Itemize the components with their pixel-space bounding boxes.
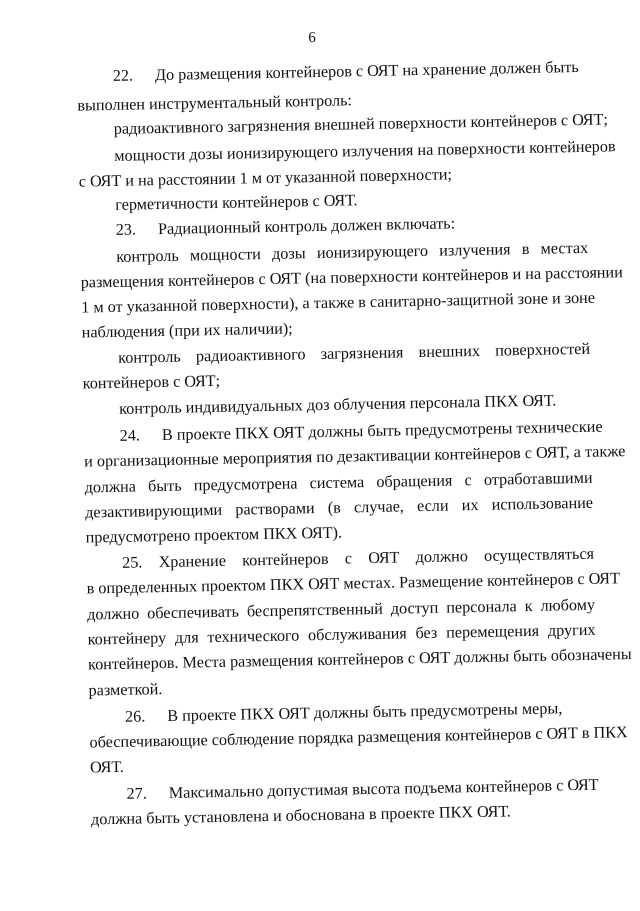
word: радиоактивного: [195, 345, 306, 366]
section-25-line-3: [87, 595, 595, 625]
word: использование: [491, 493, 594, 514]
section-26-line-2: обеспечивающие соблюдение порядка размещения контейнеров с ОЯТ в ПКХ: [89, 723, 628, 752]
section-23-item-2-line-2: контейнеров с ОЯТ;: [82, 371, 221, 393]
word: обеспечивать: [147, 602, 240, 623]
word: доступ: [390, 598, 439, 618]
word: мощности: [189, 245, 262, 265]
word: излучения: [439, 240, 511, 260]
word: ионизирующего: [316, 241, 429, 263]
word: предусмотрена: [193, 474, 298, 495]
word: система: [309, 473, 365, 493]
section-23-item-1-line-1: [116, 238, 588, 267]
section-25-line-6: разметкой.: [88, 680, 163, 700]
section-24-number: 24.: [119, 426, 141, 445]
word: персонала: [446, 597, 517, 617]
section-22-item-3: герметичности контейнеров с ОЯТ.: [115, 191, 358, 214]
word: должно: [415, 547, 469, 567]
section-22-line-1: [113, 57, 585, 86]
word: осуществляться: [483, 544, 595, 565]
section-22-number: 22.: [112, 66, 134, 85]
section-24-line-1: [119, 417, 603, 446]
section-25-number: 25.: [121, 553, 143, 572]
section-23-item-1-line-3: 1 м от указанной поверхности), а также в санитарно-защитной зоне и зоне: [81, 288, 596, 317]
word: контроль: [116, 246, 179, 266]
section-22-item-2-line-1: мощности дозы ионизирующего излучения на поверхности контейнеров: [114, 137, 616, 165]
word: дезактивирующими: [84, 500, 223, 522]
section-27-number: 27.: [126, 784, 147, 803]
word: для: [174, 628, 199, 647]
section-23-item-1-line-4: наблюдения (при их наличии);: [81, 319, 293, 342]
word: загрязнения: [320, 343, 404, 363]
word: ОЯТ: [368, 548, 400, 568]
section-22-text: До размещения контейнеров с ОЯТ на хранение должен быть: [154, 57, 579, 85]
section-24-line-3: [84, 468, 592, 498]
section-22-line-2: выполнен инструментальный контроль:: [77, 91, 353, 115]
word: местах: [540, 238, 589, 258]
word: внешних: [418, 341, 481, 362]
word: Хранение: [158, 551, 227, 572]
word: без: [415, 623, 438, 643]
section-22-item-2-line-2: с ОЯТ и на расстоянии 1 м от указанной поверхности;: [78, 165, 453, 191]
word: обращения: [376, 471, 453, 491]
section-26-line-1: [125, 698, 597, 727]
section-26-line-3: ОЯТ.: [89, 757, 124, 777]
word: растворами: [235, 499, 315, 519]
section-25-line-4: [87, 620, 595, 650]
word: контейнеров: [241, 549, 329, 570]
word: (в: [327, 498, 342, 517]
section-24-text: В проекте ПКХ ОЯТ должны быть предусмотрены технические: [161, 417, 603, 445]
word: случае,: [353, 497, 405, 517]
word: дозы: [271, 244, 306, 263]
section-25-line-5: контейнеров. Места размещения контейнеров с ОЯТ должны быть обозначены: [87, 645, 632, 674]
word: с: [464, 471, 472, 490]
section-24-line-2: и организационные мероприятия по дезактивации контейнеров с ОЯТ, а также: [84, 442, 626, 471]
section-26-number: 26.: [124, 707, 146, 726]
word: обслуживания: [307, 624, 407, 645]
word: перемещения: [445, 621, 540, 642]
word: отработавшими: [483, 468, 593, 489]
section-24-line-4: [85, 493, 593, 523]
word: технического: [207, 626, 300, 647]
word: с: [344, 549, 353, 568]
word: контроль: [118, 347, 181, 367]
word: их: [461, 495, 479, 515]
word: к: [524, 596, 533, 616]
section-25-line-2: в определенных проектом ПКХ ОЯТ местах. Размещение контейнеров с ОЯТ: [86, 569, 621, 598]
word: поверхностей: [494, 339, 591, 360]
word: должна: [84, 477, 137, 497]
section-23-item-3: контроль индивидуальных доз облучения персонала ПКХ ОЯТ.: [119, 391, 557, 418]
section-24-line-5: предусмотрено проектом ПКХ ОЯТ).: [85, 523, 343, 547]
section-25-line-1: [122, 544, 594, 573]
section-23-number: 23.: [115, 220, 137, 239]
section-23-item-2-line-1: [118, 339, 590, 368]
section-27-line-2: должна быть установлена и обоснована в проекте ПКХ ОЯТ.: [90, 802, 511, 829]
section-23-item-1-line-2: размещения контейнеров с ОЯТ (на поверхности контейнеров и на расстоянии: [80, 263, 623, 292]
section-27-line-1: [126, 775, 598, 804]
word: контейнеру: [87, 628, 167, 649]
section-23-line-1: [116, 213, 456, 240]
word: в: [521, 239, 530, 259]
section-26-text: В проекте ПКХ ОЯТ должны быть предусмотрены меры,: [167, 699, 563, 725]
word: быть: [147, 476, 182, 496]
word: должно: [86, 604, 140, 624]
word: если: [416, 496, 449, 516]
word: других: [547, 620, 596, 640]
word: беспрепятственный: [246, 599, 384, 621]
section-27-text: Максимально допустимая высота подъема контейнеров с ОЯТ: [168, 775, 599, 802]
section-23-text: Радиационный контроль должен включать:: [157, 214, 456, 239]
word: любому: [540, 595, 596, 615]
section-22-item-1: радиоактивного загрязнения внешней поверхности контейнеров с ОЯТ;: [113, 110, 609, 138]
page-number: 6: [308, 30, 316, 47]
